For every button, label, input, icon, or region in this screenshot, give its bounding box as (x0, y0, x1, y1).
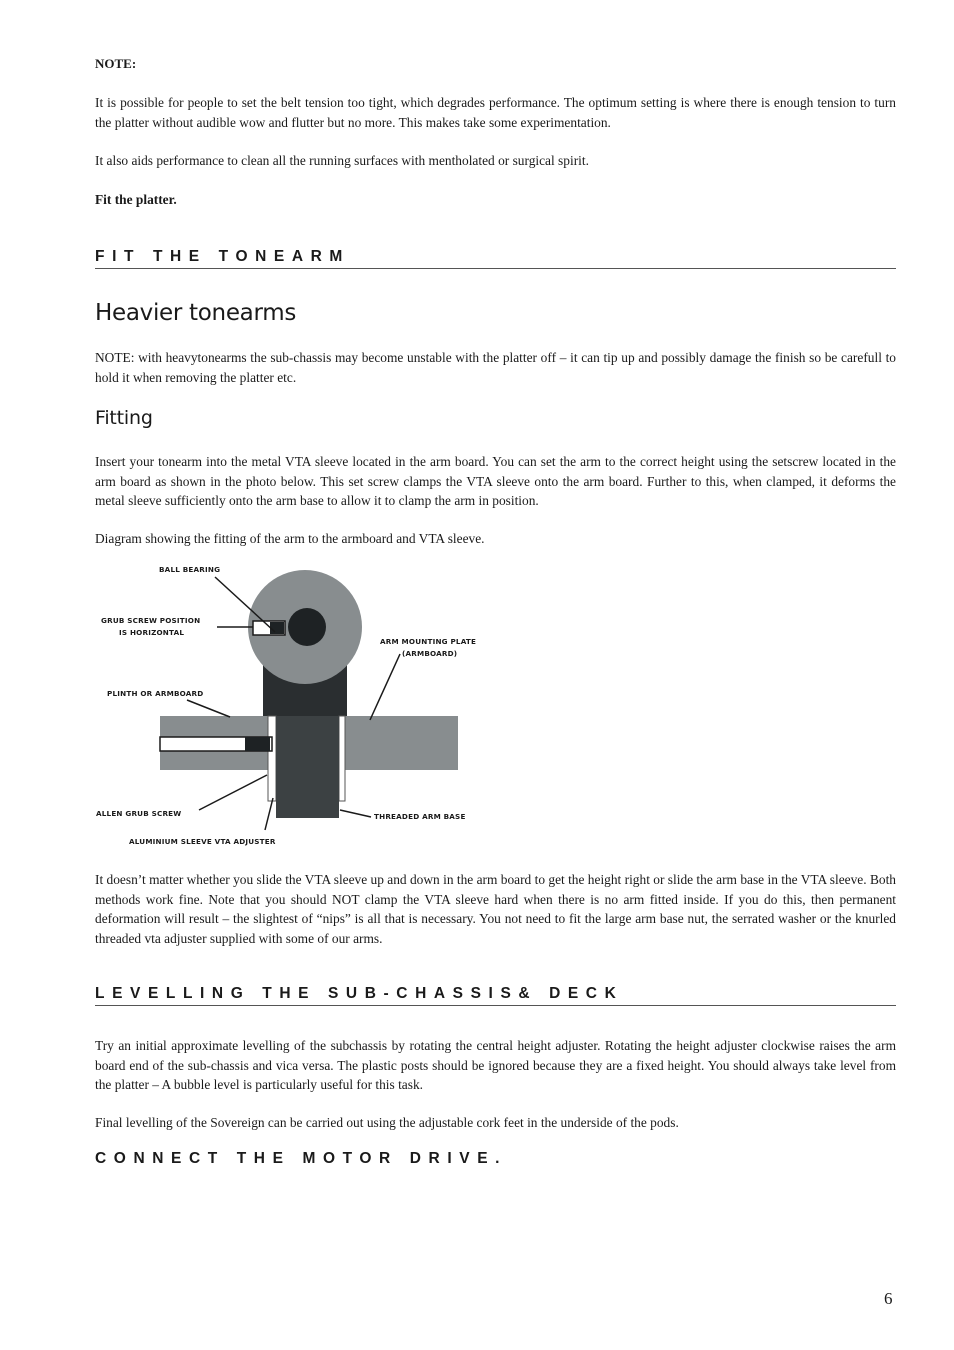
section-levelling (95, 986, 896, 1006)
page-number: 6 (884, 1289, 893, 1308)
label-arm-plate-2: (ARMBOARD) (402, 649, 458, 658)
section-motor-drive-title: CONNECT THE MOTOR DRIVE. (95, 1150, 508, 1167)
aluminium-sleeve-right (339, 716, 345, 801)
levelling-paragraph: Try an initial approximate levelling of the subchassis by rotating the central height adjuster. Rotating the height adjuster clockwise raises the arm board end of the sub-chassis and vica versa. The plastic posts should be ignored because they are a fixed height. You should always take level from the platter – A bubble level is particularly useful for this task. (95, 1038, 896, 1093)
belt-tension-paragraph: It is possible for people to set the belt tension too tight, which degrades performance. The optimum setting is where there is enough tension to turn the platter without audible wow and flutter but no more. This makes take some experimentation. (95, 95, 896, 130)
label-ball-bearing: BALL BEARING (159, 565, 221, 574)
section-fit-tonearm-title: FIT THE TONEARM (95, 248, 350, 265)
label-arm-plate-1: ARM MOUNTING PLATE (380, 637, 477, 646)
leader-allen (199, 775, 267, 810)
label-plinth: PLINTH OR ARMBOARD (107, 689, 204, 698)
leader-arm-plate (370, 654, 400, 720)
section-motor-drive (95, 1151, 896, 1170)
heading-heavier-tonearms: Heavier tonearms (95, 300, 297, 326)
fit-platter-instruction: Fit the platter. (95, 192, 177, 207)
leader-plinth (187, 700, 230, 717)
grub-screw-tip (270, 622, 284, 634)
note-label: NOTE: (95, 56, 137, 71)
ball-bearing-icon (288, 608, 326, 646)
fitting-instructions: Insert your tonearm into the metal VTA sleeve located in the arm board. You can set the arm to the correct height using the setscrew located in the arm board as shown in the photo below. This set screw clamps the VTA sleeve onto the arm board. Further to this, when clamped, it deforms the metal sleeve sufficiently onto the arm base to allow it to clamp the arm in position. (95, 454, 896, 509)
final-levelling-paragraph: Final levelling of the Sovereign can be carried out using the adjustable cork feet in the underside of the pods. (95, 1115, 679, 1130)
section-fit-tonearm (95, 249, 896, 269)
section-levelling-title: LEVELLING THE SUB-CHASSIS& DECK (95, 985, 624, 1002)
leader-sleeve (265, 798, 273, 830)
label-threaded-base: THREADED ARM BASE (374, 812, 466, 821)
threaded-arm-base (276, 716, 339, 818)
aluminium-sleeve-left (268, 716, 276, 801)
allen-screw-head (245, 737, 270, 751)
vta-sleeve-paragraph: It doesn’t matter whether you slide the VTA sleeve up and down in the arm board to get the height right or slide the arm base in the VTA sleeve. Both methods work fine. Note that you should NOT clamp the VTA sleeve hard when there is no arm fitted inside. If you do this, then permanent deformation will result – the slightest of “nips” is all that is necessary. You not need to fit the large arm base nut, the serrated washer or the knurled threaded vta adjuster supplied with some of our arms. (95, 872, 896, 946)
label-allen-screw: ALLEN GRUB SCREW (96, 809, 182, 818)
label-grub-screw-1: GRUB SCREW POSITION (101, 616, 201, 625)
cleaning-paragraph: It also aids performance to clean all the running surfaces with mentholated or surgical spirit. (95, 153, 589, 168)
label-grub-screw-2: IS HORIZONTAL (119, 628, 185, 637)
tonearm-fitting-diagram (95, 560, 505, 852)
heading-fitting: Fitting (95, 407, 153, 429)
leader-threaded (340, 810, 371, 817)
heavy-tonearm-note: NOTE: with heavytonearms the sub-chassis may become unstable with the platter off – it can tip up and possibly damage the finish so be carefull to hold it when removing the platter etc. (95, 350, 896, 385)
diagram-caption: Diagram showing the fitting of the arm to the armboard and VTA sleeve. (95, 531, 485, 546)
label-sleeve: ALUMINIUM SLEEVE VTA ADJUSTER (129, 837, 276, 846)
